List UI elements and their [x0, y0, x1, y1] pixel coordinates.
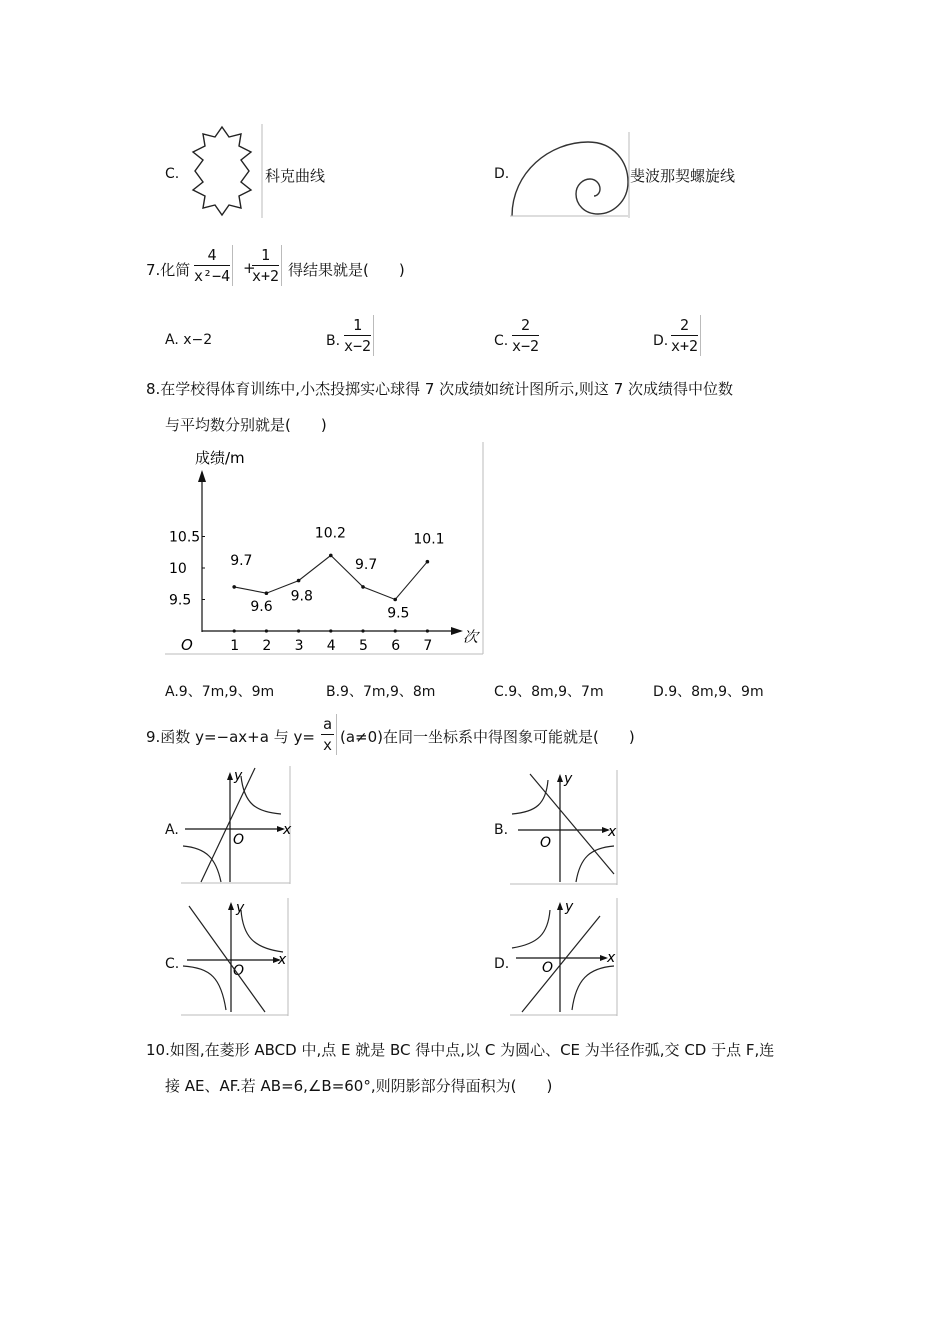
q7-fraction-2	[252, 245, 279, 286]
q7-b-fraction	[344, 315, 371, 356]
chart-data-point	[361, 585, 365, 589]
q8-option-b[interactable]: B.9、7m,9、8m	[326, 684, 436, 700]
q9-numerator: a	[323, 715, 333, 733]
chart-x-label: 次	[463, 628, 479, 646]
q9-a-graph	[181, 766, 301, 884]
q10-line-2: 接 AE、AF.若 AB=6,∠B=60°,则阴影部分得面积为( )	[165, 1077, 553, 1095]
chart-x-tick-label: 2	[262, 638, 272, 654]
q7-d-denominator: x+2	[671, 337, 699, 355]
chart-data-point	[297, 579, 301, 583]
q9-option-b[interactable]	[494, 770, 634, 885]
chart-x-arrow	[451, 627, 463, 635]
q6-d-label: 斐波那契螺旋线	[630, 167, 736, 185]
chart-origin: O	[181, 636, 193, 654]
chart-data-point	[393, 598, 397, 602]
q8-option-a[interactable]: A.9、7m,9、9m	[165, 684, 275, 700]
q7-option-b[interactable]	[326, 315, 406, 359]
chart-data-label: 9.6	[250, 599, 273, 616]
q9-fraction	[321, 714, 334, 755]
q9-b-letter: B.	[494, 822, 509, 838]
chart-y-label: 成绩/m	[195, 449, 245, 467]
q9-b-graph	[510, 770, 630, 885]
chart-data-label: 9.8	[290, 588, 313, 605]
q8-option-c[interactable]: C.9、8m,9、7m	[494, 684, 604, 700]
chart-data-point	[426, 560, 430, 564]
q9-a-letter: A.	[165, 822, 179, 838]
q8-line-chart	[165, 442, 485, 656]
q7-option-a[interactable]: A. x−2	[165, 332, 213, 348]
q9-option-a[interactable]	[165, 766, 305, 884]
q7-b-numerator: 1	[344, 315, 371, 336]
q9-d-origin: O	[542, 960, 554, 976]
q9-option-d[interactable]	[494, 898, 634, 1016]
q6-d-letter: D.	[494, 166, 510, 182]
q8-option-d[interactable]: D.9、8m,9、9m	[653, 684, 764, 700]
chart-x-tick-label: 5	[359, 638, 368, 654]
q7-d-letter: D.	[653, 333, 669, 349]
q6-c-letter: C.	[165, 166, 180, 182]
chart-data-point	[329, 554, 333, 558]
q9-a-x-label: x	[283, 822, 292, 838]
chart-data-label: 9.7	[355, 556, 378, 573]
q9-d-graph	[510, 898, 630, 1016]
chart-x-tick-mark	[297, 629, 300, 632]
chart-x-tick-label: 1	[230, 638, 240, 654]
q7-c-fraction	[512, 315, 539, 356]
q7-frac2-numerator: 1	[252, 245, 279, 266]
q9-c-graph	[181, 898, 301, 1016]
q6-c-label: 科克曲线	[265, 167, 326, 185]
q7-d-numerator: 2	[671, 315, 698, 336]
q7-frac1-numerator: 4	[194, 245, 230, 266]
q9-c-x-label: x	[278, 952, 287, 968]
q9-a-y-label: y	[234, 768, 243, 784]
q7-fraction-1	[194, 245, 230, 286]
q9-c-y-label: y	[236, 900, 245, 916]
q8-line-1: 8.在学校得体育训练中,小杰投掷实心球得 7 次成绩如统计图所示,则这 7 次成绩得中位数	[146, 380, 734, 398]
chart-data-label: 9.5	[387, 605, 410, 622]
q10-line-1: 10.如图,在菱形 ABCD 中,点 E 就是 BC 得中点,以 C 为圆心、CE 为半径作弧,交 CD 于点 F,连	[146, 1041, 775, 1059]
chart-x-tick-label: 6	[391, 638, 401, 654]
chart-x-tick-label: 3	[294, 638, 304, 654]
q6-option-d[interactable]	[494, 122, 794, 218]
chart-data-point	[232, 585, 236, 589]
q9-a-origin: O	[233, 832, 245, 848]
koch-curve-figure	[181, 124, 263, 218]
q7-suffix: 得结果就是( )	[288, 261, 405, 279]
q7-option-c[interactable]	[494, 315, 574, 359]
q9-prefix: 9.函数 y=−ax+a 与 y=	[146, 728, 315, 746]
chart-x-tick-label: 7	[423, 638, 433, 654]
q6-option-c[interactable]	[165, 122, 365, 218]
q7-option-d[interactable]	[653, 315, 733, 359]
q7-d-fraction	[671, 315, 698, 356]
q9-stem	[146, 714, 706, 760]
q7-b-letter: B.	[326, 333, 341, 349]
chart-x-tick-mark	[361, 629, 364, 632]
chart-x-tick-mark	[426, 629, 429, 632]
chart-x-tick-label: 4	[326, 638, 336, 654]
chart-series-line	[234, 555, 427, 599]
q7-frac1-denominator: x²−4	[194, 267, 231, 285]
chart-x-tick-mark	[329, 629, 332, 632]
chart-data-label: 10.1	[413, 531, 445, 548]
q9-b-origin: O	[540, 835, 552, 851]
q9-c-origin: O	[233, 963, 245, 979]
q9-c-letter: C.	[165, 956, 180, 972]
chart-y-tick-label: 9.5	[169, 592, 192, 609]
q7-prefix: 7.化简	[146, 261, 191, 279]
q7-b-denominator: x−2	[344, 337, 372, 355]
chart-y-arrow	[198, 470, 206, 482]
q7-plus: +	[243, 259, 256, 277]
q7-stem	[146, 243, 646, 293]
q9-suffix: (a≠0)在同一坐标系中得图象可能就是( )	[340, 728, 635, 746]
q7-frac2-denominator: x+2	[252, 267, 280, 285]
q9-option-c[interactable]	[165, 898, 305, 1016]
q9-d-x-label: x	[607, 950, 616, 966]
q9-denominator: x	[323, 736, 333, 754]
q9-d-y-label: y	[565, 899, 574, 915]
q7-c-denominator: x−2	[512, 337, 540, 355]
chart-x-tick-mark	[265, 629, 268, 632]
q9-b-y-label: y	[564, 771, 573, 787]
chart-x-tick-mark	[394, 629, 397, 632]
chart-data-point	[265, 591, 269, 595]
chart-data-label: 9.7	[230, 552, 253, 569]
q8-line-2: 与平均数分别就是( )	[165, 416, 327, 434]
fibonacci-spiral-figure	[510, 132, 630, 218]
chart-data-label: 10.2	[314, 525, 346, 542]
chart-x-tick-mark	[233, 629, 236, 632]
chart-y-tick-label: 10.5	[169, 529, 201, 546]
q7-c-numerator: 2	[512, 315, 539, 336]
chart-y-tick-label: 10	[169, 561, 187, 577]
q9-b-x-label: x	[608, 824, 617, 840]
q9-d-letter: D.	[494, 956, 510, 972]
q7-c-letter: C.	[494, 333, 509, 349]
